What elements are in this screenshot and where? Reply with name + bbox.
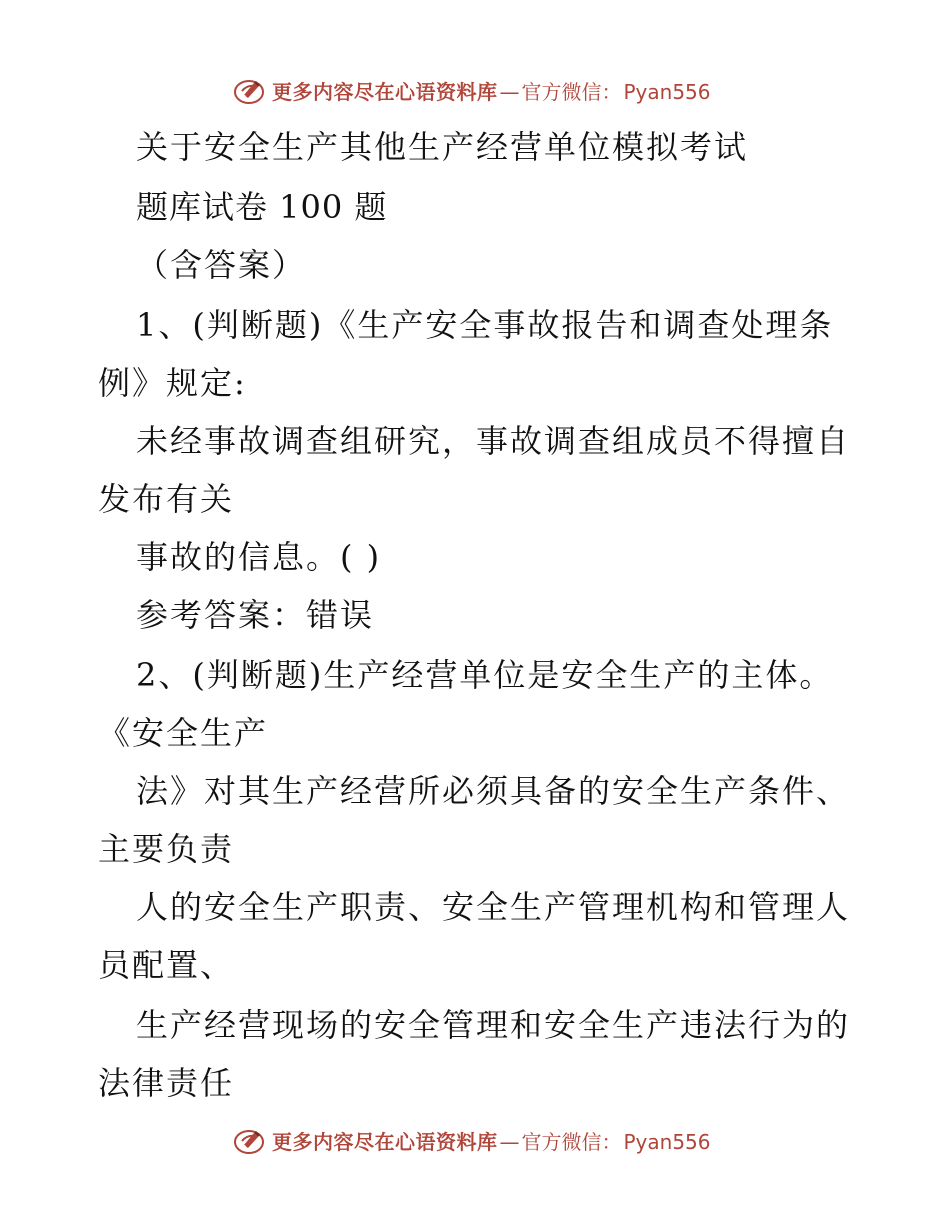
footer-banner [232,1120,752,1160]
footer-banner-separator: — [499,1129,520,1154]
question-1-line-4: 发布有关 [98,480,235,518]
question-2-line-7: 生产经营现场的安全管理和安全生产违法行为的 [136,1006,851,1044]
question-2-line-8: 法律责任 [98,1064,235,1102]
header-banner [232,70,752,110]
header-banner-main: 更多内容尽在心语资料库 [272,79,498,104]
book-pen-logo-icon [232,1123,266,1157]
question-1-answer: 参考答案：错误 [136,596,375,634]
question-1-line-2: 例》规定: [98,364,247,402]
header-banner-wechat-label: 官方微信： [521,79,622,104]
question-2-line-4: 主要负责 [98,830,235,868]
title-line-2: 题库试卷 100 题 [136,188,388,226]
question-2-line-1: 2、(判断题)生产经营单位是安全生产的主体。 [136,656,834,694]
footer-banner-wechat-label: 官方微信： [521,1129,622,1154]
header-banner-text [272,76,711,105]
question-1-line-1: 1、(判断题)《生产安全事故报告和调查处理条 [136,306,834,344]
book-pen-logo-icon [232,73,266,107]
title-line-3: （含答案） [136,246,307,284]
footer-banner-text [272,1126,711,1155]
question-2-line-2: 《安全生产 [98,714,269,752]
footer-banner-main: 更多内容尽在心语资料库 [272,1129,498,1154]
question-2-line-3: 法》对其生产经营所必须具备的安全生产条件、 [136,772,851,810]
header-banner-separator: — [499,79,520,104]
header-banner-wechat-id: Pyan556 [623,79,711,104]
question-2-line-5: 人的安全生产职责、安全生产管理机构和管理人 [136,888,851,926]
question-1-line-5: 事故的信息。( ) [136,538,382,576]
question-1-line-3: 未经事故调查组研究，事故调查组成员不得擅自 [136,422,851,460]
question-2-line-6: 员配置、 [98,946,235,984]
title-line-1: 关于安全生产其他生产经营单位模拟考试 [136,128,749,166]
footer-banner-wechat-id: Pyan556 [623,1129,711,1154]
